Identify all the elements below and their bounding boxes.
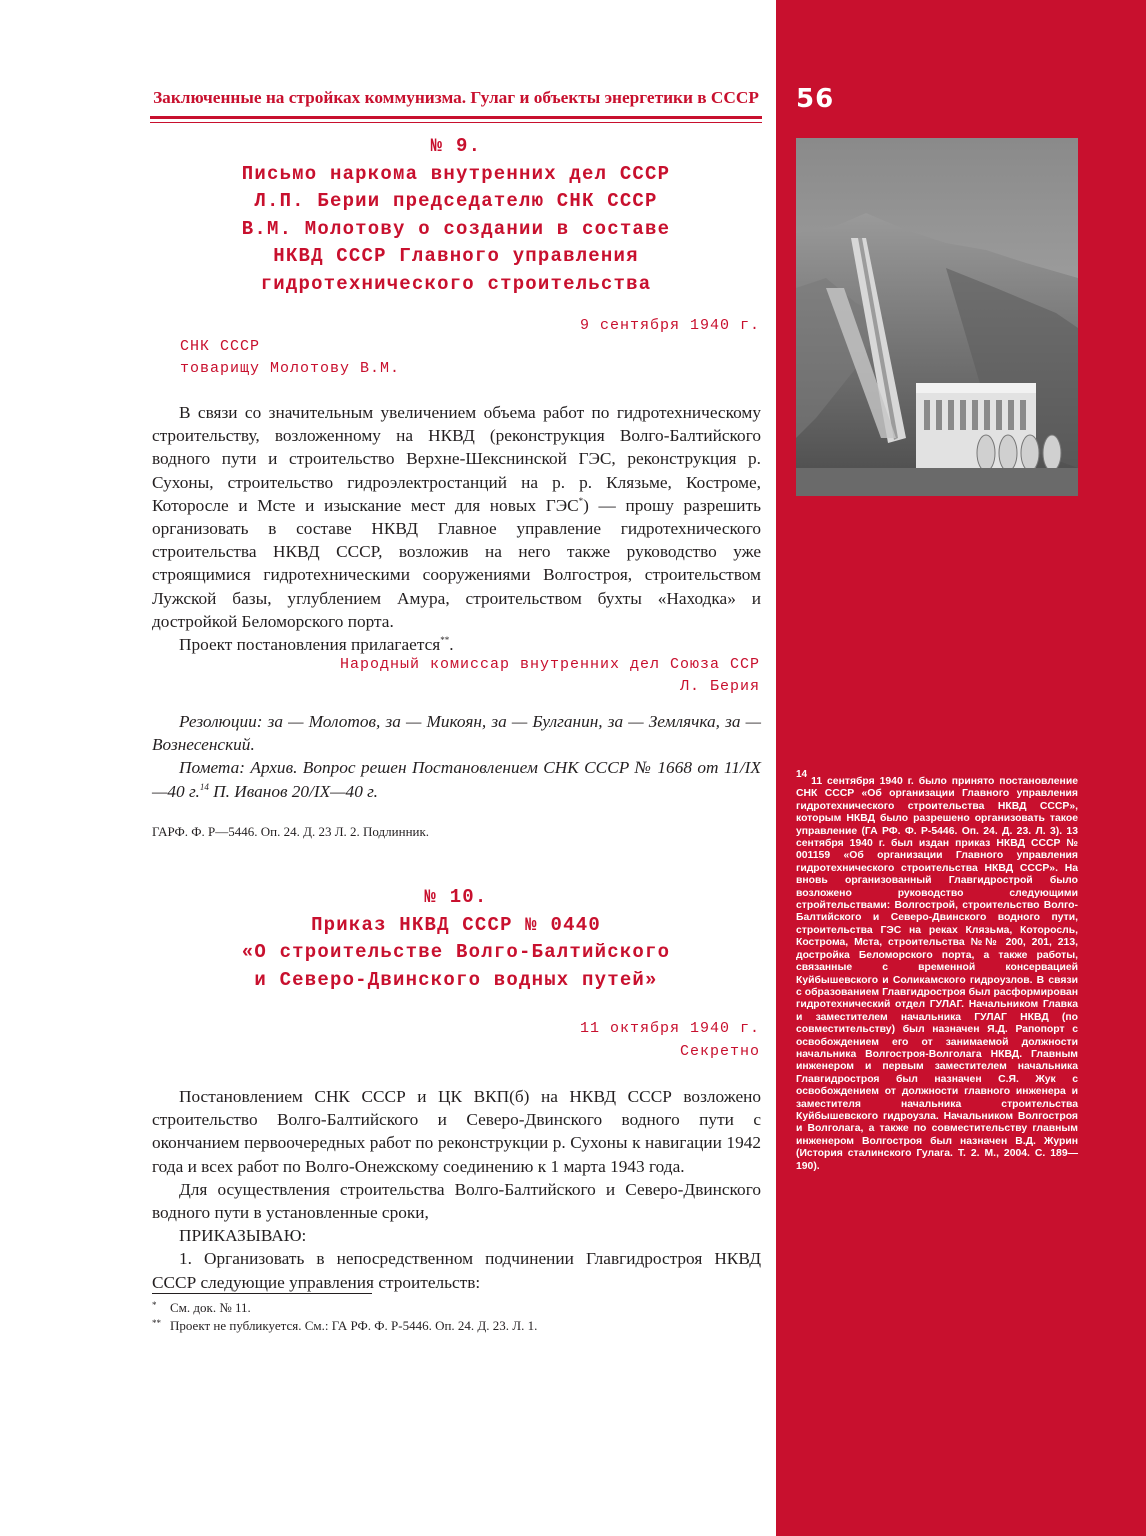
page-number: 56	[796, 84, 835, 114]
footnote-ref: 14	[199, 781, 209, 792]
note-text: П. Иванов 20/IX—40 г.	[208, 781, 378, 801]
signature-name: Л. Берия	[679, 678, 760, 695]
header-rule	[150, 116, 762, 119]
signature-title: Народный комиссар внутренних дел Союза ССР	[339, 656, 760, 673]
footnote-mark: **	[152, 1318, 161, 1328]
footnote	[152, 1318, 537, 1334]
footnote-text: Проект не публикуется. См.: ГА РФ. Ф. Р-5446. Оп. 24. Д. 23. Л. 1.	[170, 1318, 538, 1333]
doc10-title-line: «О строительстве Волго-Балтийского	[241, 941, 671, 963]
header-rule-thin	[150, 122, 762, 123]
doc9-resolutions	[152, 710, 761, 803]
paragraph-text: Проект постановления прилагается	[179, 635, 441, 655]
addressee-line: товарищу Молотову В.М.	[180, 360, 401, 377]
footnote-text: См. док. № 11.	[170, 1300, 251, 1315]
footnote-ref: *	[578, 495, 584, 506]
doc10-classification: Секретно	[679, 1043, 760, 1060]
addressee-line: СНК СССР	[180, 338, 261, 355]
doc10-paragraph: Для осуществления строительства Волго-Балтийского и Северо-Двинского водного пути в установленные сроки,	[152, 1179, 761, 1223]
paragraph-text: .	[449, 635, 454, 655]
footnote-mark: *	[152, 1300, 157, 1310]
paragraph-text: ) — прошу разрешить организовать в составе НКВД Главное управление гидротехнического строительства НКВД СССР, возложив на него также руководство уже строящимися гидротехническими сооружениями Волгостроя, строительством Лужской базы, углублением Амура, строительством бухты «Находка» и достройкой Беломорского порта.	[152, 495, 761, 631]
doc9-title	[150, 133, 762, 298]
note-text: Помета: Архив. Вопрос решен Постановлением СНК СССР № 1668 от 11/IX—40 г.	[152, 758, 761, 801]
doc9-paragraph	[152, 401, 761, 633]
side-footnote-mark: 14	[796, 769, 808, 780]
doc9-date: 9 сентября 1940 г.	[579, 317, 760, 334]
doc9-body	[152, 401, 761, 656]
doc10-date: 11 октября 1940 г.	[579, 1020, 760, 1037]
doc10-paragraph: 1. Организовать в непосредственном подчинении Главгидростроя НКВД СССР следующие управления строительств:	[152, 1249, 761, 1292]
archive-note	[152, 756, 761, 802]
footnote-ref: **	[440, 635, 450, 646]
doc10-title	[150, 884, 762, 994]
side-footnote-14	[796, 769, 1078, 1173]
doc10-order-word: ПРИКАЗЫВАЮ:	[179, 1226, 307, 1246]
doc9-title-line: В.М. Молотову о создании в составе	[241, 217, 671, 240]
paragraph-text: В связи со значительным увеличением объема работ по гидротехническому строительству, возложенному на НКВД (реконструкция Волго-Балтийского водного пути и строительство Верхне-Шекснинской ГЭС, реконструкция р. Сухоны, строительство гидроэлектростанций на р. р. Клязьме, Костроме, Которосле и Мсте и изыскание мест для новых ГЭС	[152, 403, 761, 515]
doc9-title-line: Письмо наркома внутренних дел СССР	[241, 162, 671, 185]
doc10-body	[152, 1085, 761, 1294]
resolutions: Резолюции: за — Молотов, за — Микоян, за — Булганин, за — Землячка, за — Вознесенский.	[152, 712, 761, 755]
footnote	[152, 1300, 251, 1316]
doc10-title-line: и Северо-Двинского водных путей»	[254, 968, 658, 991]
doc9-title-line: НКВД СССР Главного управления	[273, 245, 639, 267]
doc9-title-line: Л.П. Берии председателю СНК СССР	[254, 190, 658, 212]
doc9-title-line: гидротехнического строительства	[260, 272, 652, 295]
doc10-title-line: Приказ НКВД СССР № 0440	[311, 913, 601, 936]
footnote-rule	[152, 1293, 372, 1294]
doc10-number: № 10.	[424, 886, 488, 908]
doc10-paragraph: Постановлением СНК СССР и ЦК ВКП(б) на НКВД СССР возложено строительство Волго-Балтийского и Северо-Двинского водного пути с окончанием первоочередных работ по реконструкции р. Сухоны к навигации 1942 года и всех работ по Волго-Онежскому соединению к 1 марта 1943 года.	[152, 1087, 761, 1176]
side-footnote-text: 11 сентября 1940 г. было принято постановление СНК СССР «Об организации Главного управления гидротехнического строительства НКВД СССР», которым НКВД было разрешено организовать такое управление (ГА РФ. Ф. Р-5446. Оп. 24. Д. 23. Л. 3). 13 сентября 1940 г. был издан приказ НКВД СССР № 001159 «Об организации Главного управления гидротехнического строительства НКВД СССР». На вновь организованный Главгидрострой было возложено руководство следующими стройтельствами: Волгострой, строительство Волго-Балтийского и Северо-Двинского водного пути, строительства ГЭС на реках Клязьма, Которосль, Кострома, Мста, строительства №№ 200, 201, 213, достройка Беломорского порта, а также работы, связанные с временной консервацией Куйбышевского и Соликамского гидроузлов. В связи с образованием Главгидростроя был расформирован гидротехнический отдел ГУЛАГ. Начальником Главка и заместителем начальника ГУЛАГ НКВД (по совместительству) был назначен Я.Д. Рапопорт с освобождением его от занимаемой должности начальника Волгостроя-Волголага НКВД. Главным инженером и первым заместителем начальника Главгидростроя был назначен С.Я. Жук с освобождением от должности главного инженера и заместителя начальника строительства Куйбышевского гидроузла. Начальником Волгостроя и Волголага, а также по совместительству главным инженером Волгостроя был назначен В.Д. Журин (История сталинского Гулага. Т. 2. М., 2004. С. 189—190).	[796, 776, 1078, 1172]
doc9-source: ГАРФ. Ф. Р—5446. Оп. 24. Д. 23 Л. 2. Подлинник.	[152, 824, 430, 839]
doc9-number: № 9.	[430, 135, 482, 157]
doc9-paragraph	[152, 633, 761, 656]
doc9-addressee	[180, 336, 400, 380]
running-head: Заключенные на стройках коммунизма. Гулаг и объекты энергетики в СССР	[153, 88, 759, 107]
hydro-power-station-photo	[796, 138, 1078, 496]
